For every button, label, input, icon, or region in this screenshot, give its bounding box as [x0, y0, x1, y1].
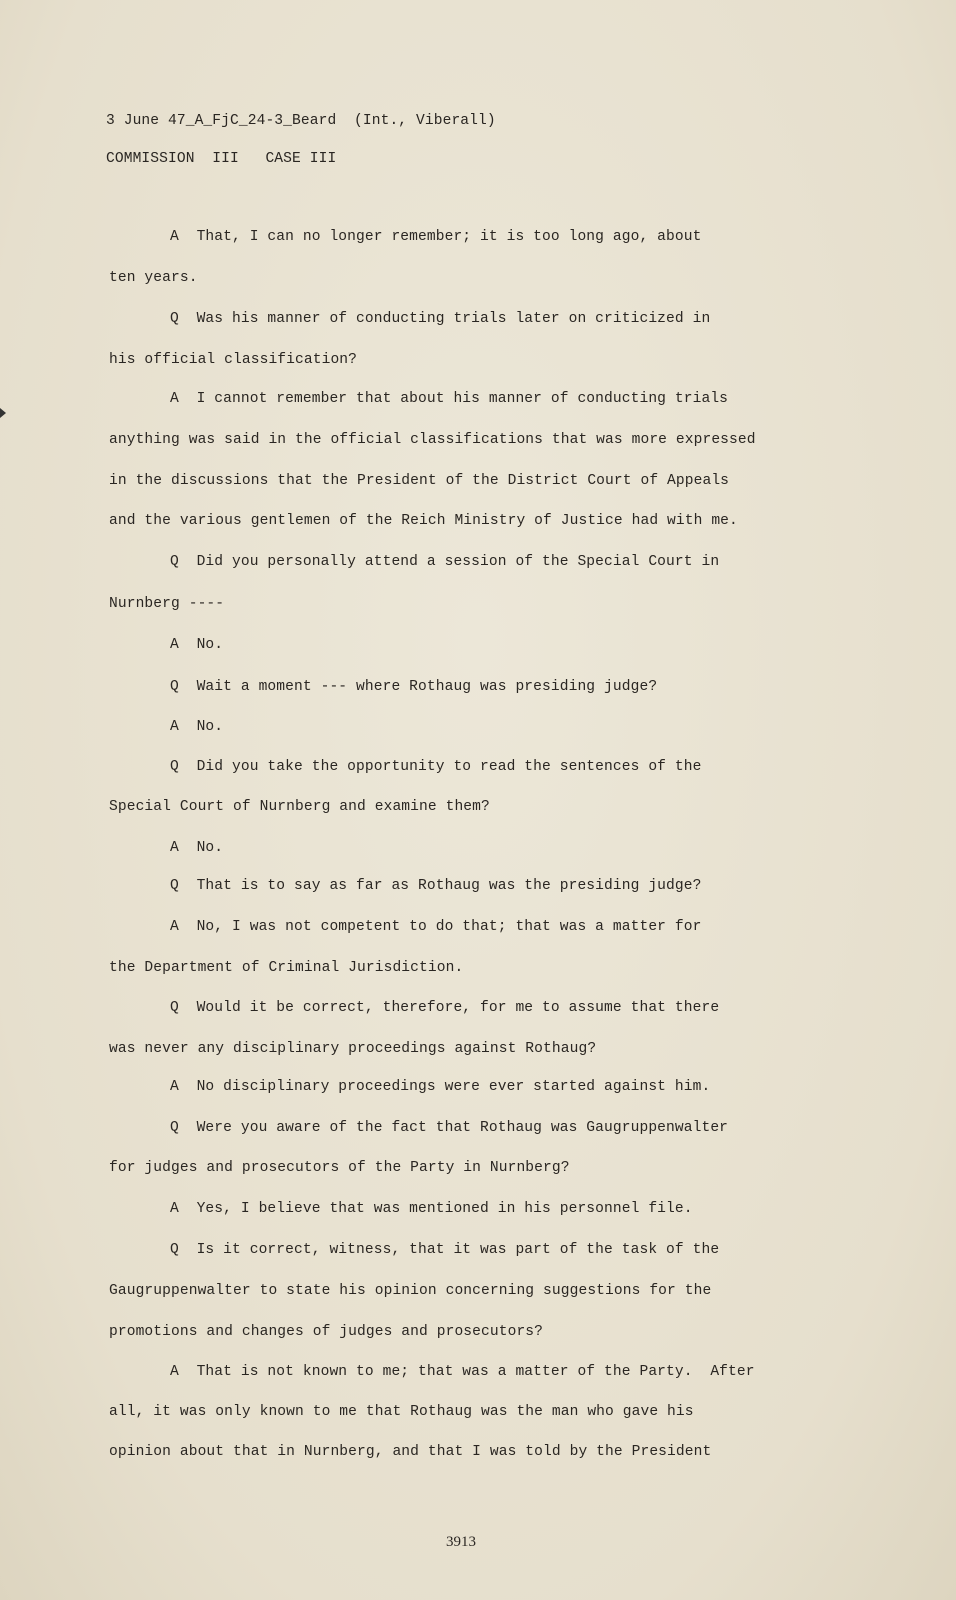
- transcript-line: all, it was only known to me that Rothaug was the man who gave his: [109, 1404, 694, 1420]
- transcript-line: Special Court of Nurnberg and examine them?: [109, 799, 490, 815]
- transcript-line: Q That is to say as far as Rothaug was the presiding judge?: [170, 878, 702, 894]
- transcript-line: A No, I was not competent to do that; that was a matter for: [170, 919, 702, 935]
- transcript-line: was never any disciplinary proceedings against Rothaug?: [109, 1041, 597, 1057]
- transcript-line: in the discussions that the President of the District Court of Appeals: [109, 473, 730, 489]
- transcript-line: A No.: [170, 840, 224, 856]
- transcript-line: A Yes, I believe that was mentioned in his personnel file.: [170, 1201, 693, 1217]
- transcript-line: and the various gentlemen of the Reich Ministry of Justice had with me.: [109, 513, 738, 529]
- transcript-line: Q Was his manner of conducting trials later on criticized in: [170, 311, 711, 327]
- header-reference: 3 June 47_A_FjC_24-3_Beard (Int., Viberall): [106, 113, 496, 129]
- transcript-line: opinion about that in Nurnberg, and that I was told by the President: [109, 1444, 712, 1460]
- transcript-line: ten years.: [109, 270, 198, 286]
- transcript-line: anything was said in the official classifications that was more expressed: [109, 432, 756, 448]
- transcript-line: Gaugruppenwalter to state his opinion concerning suggestions for the: [109, 1283, 712, 1299]
- header-case: COMMISSION III CASE III: [106, 151, 337, 167]
- transcript-line: Q Would it be correct, therefore, for me to assume that there: [170, 1000, 720, 1016]
- transcript-line: Q Wait a moment --- where Rothaug was presiding judge?: [170, 679, 658, 695]
- transcript-line: Q Did you personally attend a session of the Special Court in: [170, 554, 720, 570]
- transcript-line: for judges and prosecutors of the Party in Nurnberg?: [109, 1160, 570, 1176]
- transcript-line: A No disciplinary proceedings were ever started against him.: [170, 1079, 711, 1095]
- margin-mark: [0, 408, 6, 418]
- transcript-line: Q Is it correct, witness, that it was part of the task of the: [170, 1242, 720, 1258]
- page-number: 3913: [446, 1534, 476, 1550]
- transcript-line: Q Were you aware of the fact that Rothaug was Gaugruppenwalter: [170, 1120, 729, 1136]
- transcript-line: his official classification?: [109, 352, 358, 368]
- transcript-line: promotions and changes of judges and prosecutors?: [109, 1324, 544, 1340]
- transcript-line: A No.: [170, 637, 224, 653]
- transcript-line: the Department of Criminal Jurisdiction.: [109, 960, 464, 976]
- transcript-line: A That, I can no longer remember; it is too long ago, about: [170, 229, 702, 245]
- transcript-line: A I cannot remember that about his manner of conducting trials: [170, 391, 729, 407]
- transcript-line: A No.: [170, 719, 224, 735]
- transcript-line: Q Did you take the opportunity to read the sentences of the: [170, 759, 702, 775]
- transcript-line: Nurnberg ----: [109, 596, 225, 612]
- transcript-line: A That is not known to me; that was a matter of the Party. After: [170, 1364, 755, 1380]
